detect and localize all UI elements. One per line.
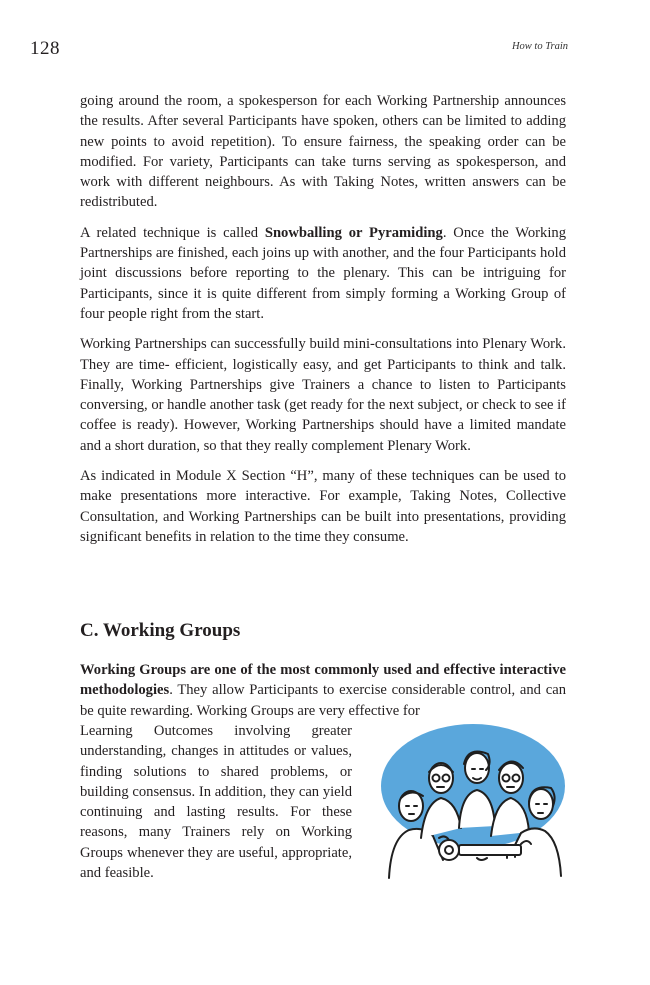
running-head: How to Train	[511, 41, 568, 52]
working-groups-intro-rest: . They allow Participants to exercise considerable control, and can be quite rewarding. Working Groups are very effective for	[80, 682, 566, 719]
body-text	[80, 91, 566, 557]
section-heading: C. Working Groups	[80, 620, 241, 641]
paragraph-1: going around the room, a spokesperson for each Working Partnership announces the results. After several Participants have spoken, others can be limited to adding new points to avoid repetition). To ensure fairness, the speaking order can be modified. For variety, Participants can take turns serving as spokesperson, and work with different neighbours. As with Taking Notes, written answers can be redistributed.	[80, 93, 566, 211]
page-number: 128	[30, 38, 60, 59]
working-groups-text: Learning Outcomes involving greater understanding, changes in attitudes or values, finding solutions to shared problems, or building consensus. In addition, they can yield continuing and lasting results. For these reasons, many Trainers rely on Working Groups whenever they are useful, appropriate, and feasible.	[80, 723, 352, 882]
paragraph-2-term: Snowballing or Pyramiding	[264, 224, 443, 241]
paragraph-2-lead: A related technique is called	[80, 224, 265, 241]
paragraph-4: As indicated in Module X Section “H”, many of these techniques can be used to make presentations more interactive. For example, Taking Notes, Collective Consultation, and Working Partnerships can be built into presentations, providing significant benefits in relation to the time they consume.	[80, 468, 566, 545]
working-groups-intro	[80, 660, 566, 721]
working-groups-intro-bold: Working Groups are one of the most commonly used and effective interactive methodologies	[80, 662, 566, 699]
paragraph-2-rest: . Once the Working Partnerships are finished, each joins up with another, and the four Participants hold joint discussions before reporting to the plenary. This can be intriguing for Participants, since it is quite different from simply forming a Working Group of four people right from the start.	[80, 224, 566, 322]
paragraph-3: Working Partnerships can successfully build mini-consultations into Plenary Work. They are time- efficient, logistically easy, and get Participants to think and talk. Finally, Working Partnerships give Trainers a chance to listen to Participants conversing, or handle another task (get ready for the next subject, or check to see if coffee is ready). However, Working Partnerships should have a limited mandate and a short duration, so that they really complement Plenary Work.	[80, 336, 566, 454]
working-group-illustration	[381, 718, 569, 888]
paragraph-2	[80, 223, 566, 324]
